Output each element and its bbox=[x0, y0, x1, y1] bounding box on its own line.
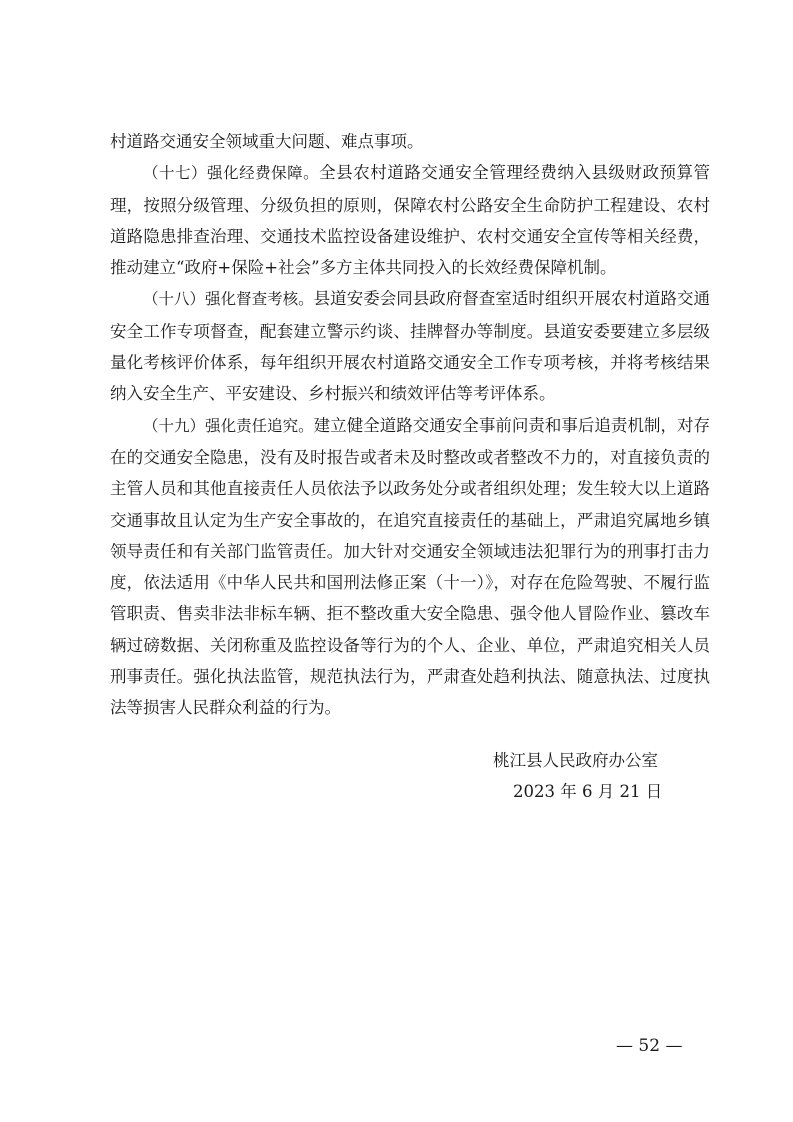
issuing-organization: 桃江县人民政府办公室 bbox=[493, 751, 658, 770]
paragraph-text: 县道安委会同县政府督查室适时组织开展农村道路交通安全工作专项督查，配套建立警示约谈、挂牌督办等制度。县道安委要建立多层级量化考核评价体系，每年组织开展农村道路交通安全工作专项考核，并将考核结果纳入安全生产、平安建设、乡村振兴和绩效评估等考评体系。 bbox=[110, 289, 710, 404]
section-heading: （十八）强化督查考核。 bbox=[143, 290, 314, 309]
page-number: — 52 — bbox=[616, 1036, 683, 1056]
issue-date: 2023 年 6 月 21 日 bbox=[513, 782, 663, 801]
paragraph-text: 全县农村道路交通安全管理经费纳入县级财政预算管理，按照分级管理、分级负担的原则，保障农村公路安全生命防护工程建设、农村道路隐患排查治理、交通技术监控设备建设维护、农村交通安全宣传等相关经费，推动建立“政府+保险+社会”多方主体共同投入的长效经费保障机制。 bbox=[110, 163, 710, 278]
paragraph-text: 村道路交通安全领域重大问题、难点事项。 bbox=[110, 132, 424, 151]
section-heading: （十九）强化责任追究。 bbox=[143, 416, 314, 435]
section-heading: （十七）强化经费保障。 bbox=[143, 164, 320, 183]
paragraph-text: 建立健全道路交通安全事前问责和事后追责机制，对存在的交通安全隐患，没有及时报告或者未及时整改或者整改不力的，对直接负责的主管人员和其他直接责任人员依法予以政务处分或者组织处理；发生较大以上道路交通事故且认定为生产安全事故的，在追究直接责任的基础上，严肃追究属地乡镇领导责任和有关部门监管责任。加大针对交通安全领域违法犯罪行为的刑事打击力度，依法适用《中华人民共和国刑法修正案（十一）》，对存在危险驾驶、不履行监管职责、售卖非法非标车辆、拒不整改重大安全隐患、强令他人冒险作业、篡改车辆过磅数据、关闭称重及监控设备等行为的个人、企业、单位，严肃追究相关人员刑事责任。强化执法监管，规范执法行为，严肃查处趋利执法、随意执法、过度执法等损害人民群众利益的行为。 bbox=[110, 415, 710, 718]
document-body bbox=[110, 126, 710, 724]
paragraph-accountability bbox=[110, 410, 710, 724]
paragraph-continuation bbox=[110, 126, 710, 157]
paragraph-funding-guarantee bbox=[110, 157, 710, 283]
paragraph-supervision-assessment bbox=[110, 283, 710, 409]
